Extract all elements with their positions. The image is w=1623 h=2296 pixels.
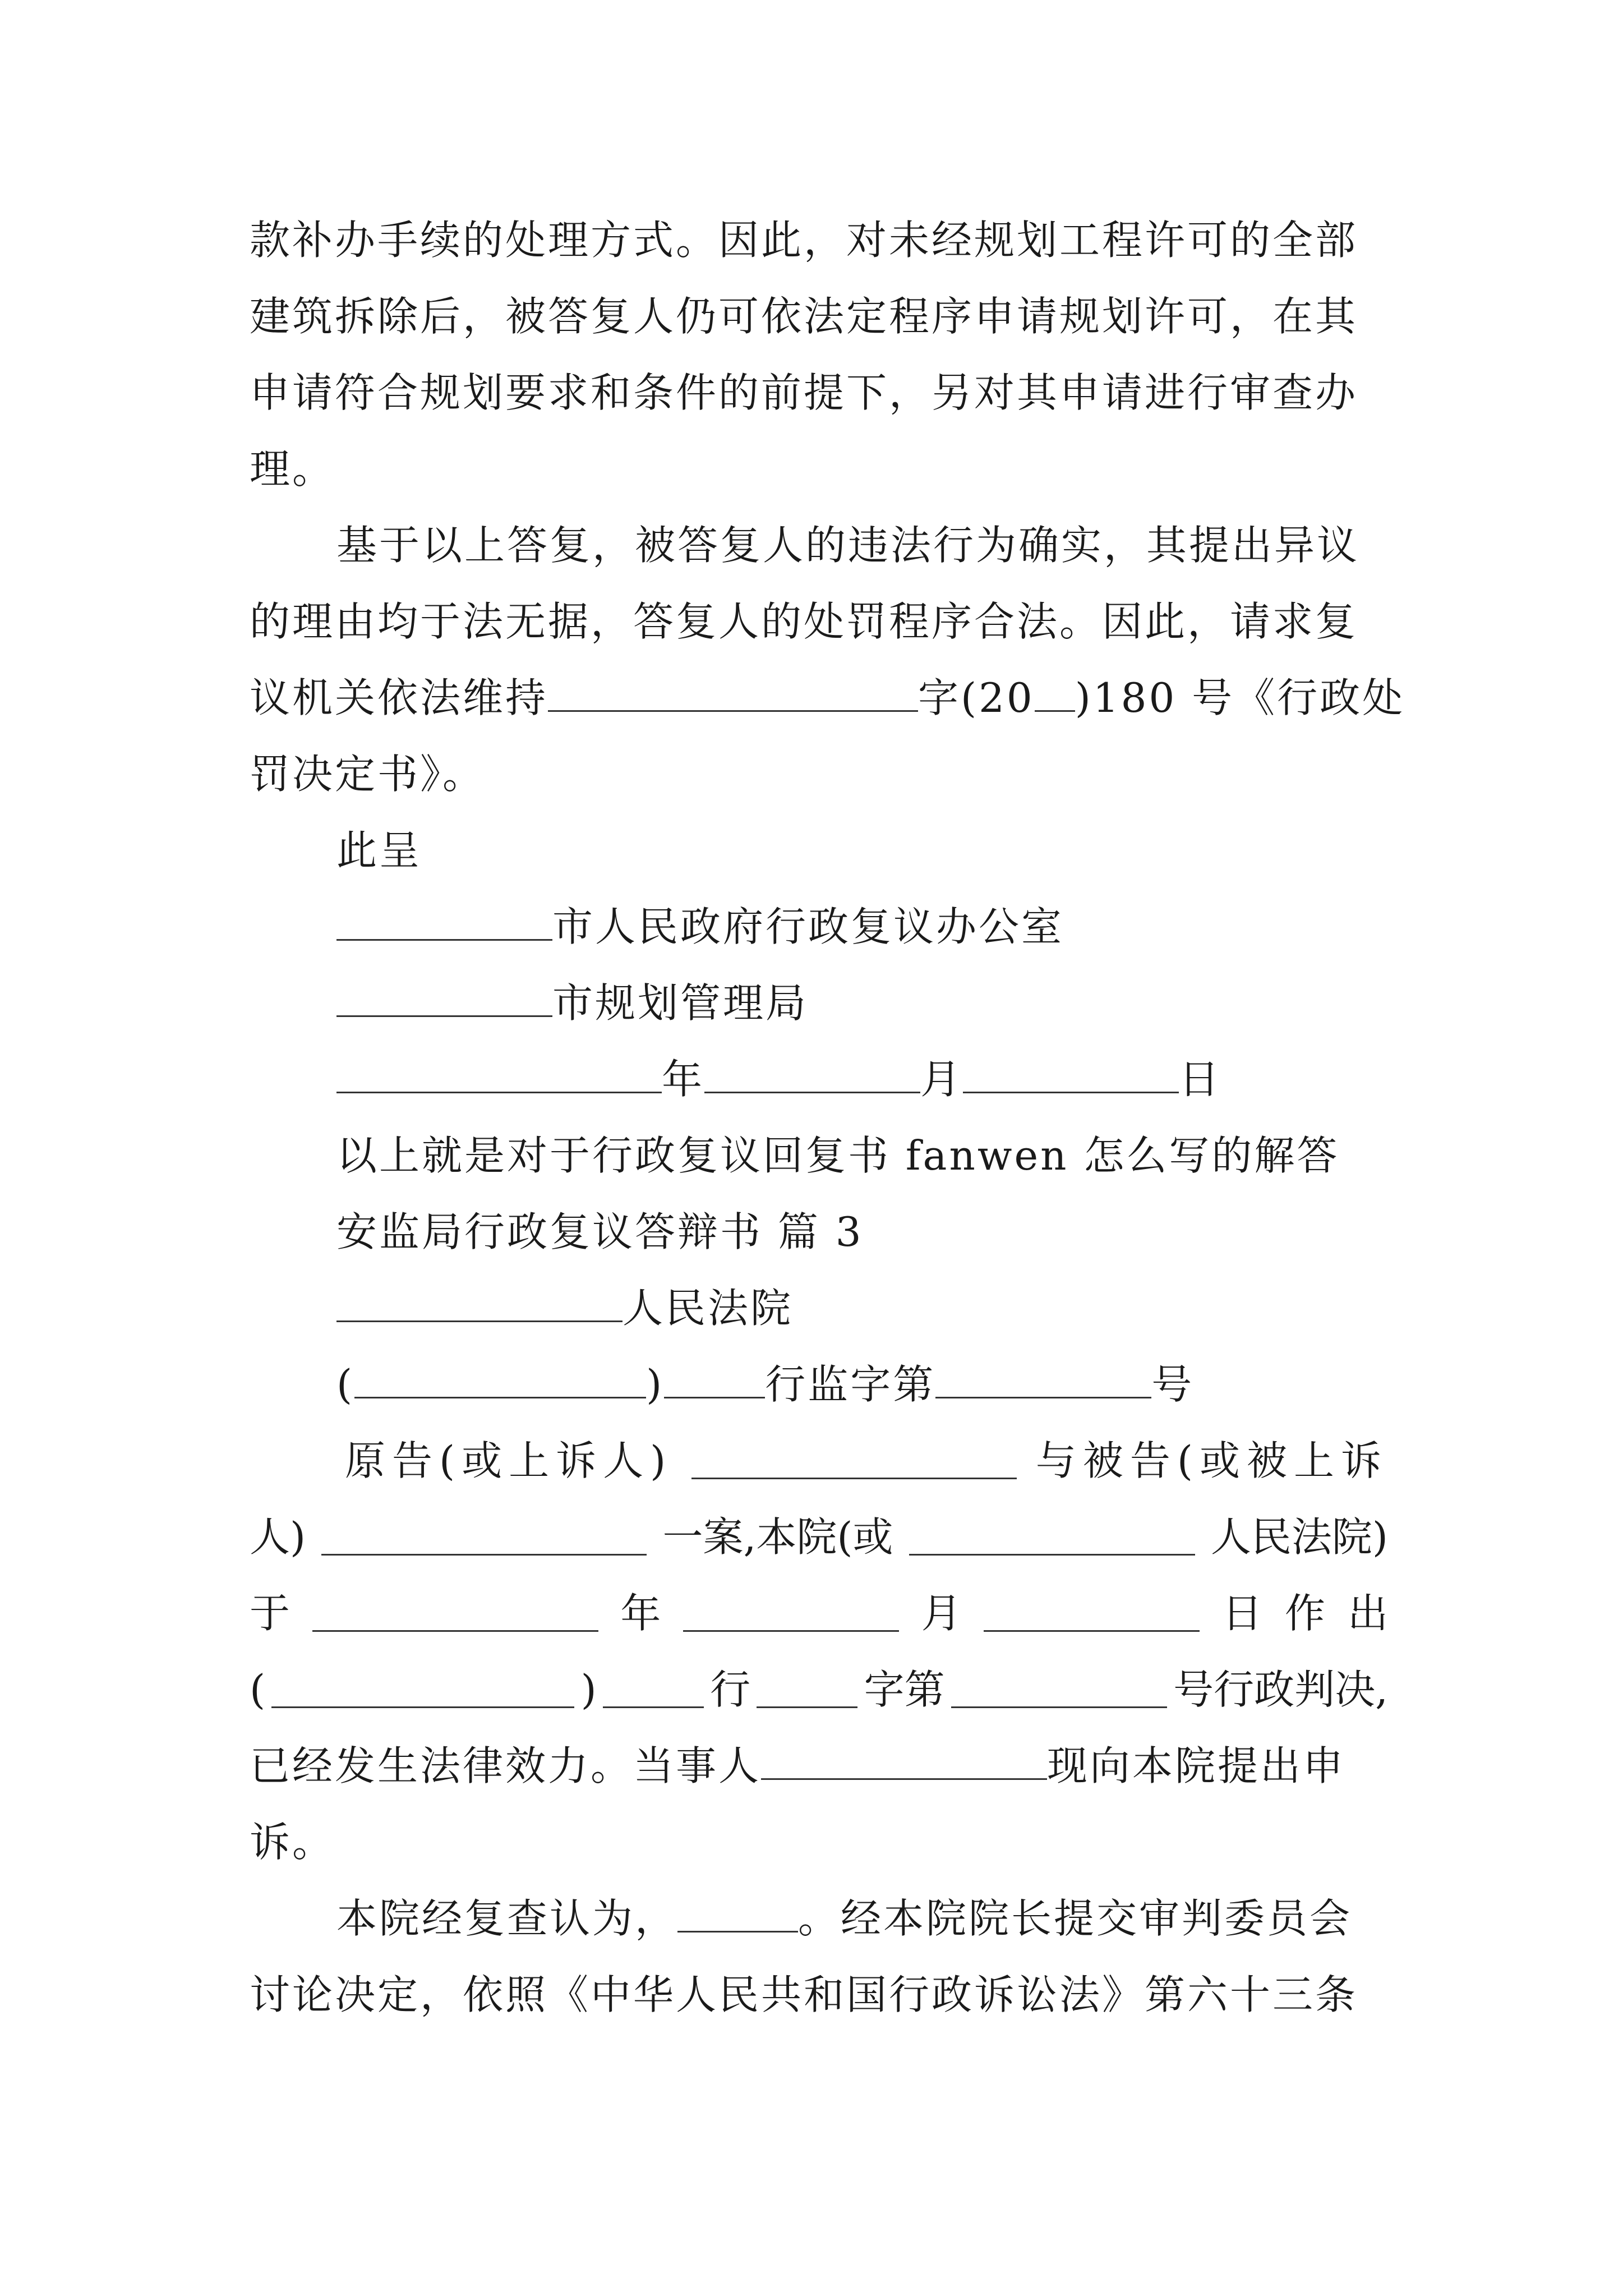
text-line-4: 理。 (250, 445, 335, 493)
line20-text-b: ) (580, 1666, 597, 1713)
fill-blank[interactable] (984, 1595, 1200, 1632)
fill-blank[interactable] (312, 1595, 598, 1632)
line7-text-b: 字(20 (918, 674, 1035, 721)
line19-text-a: 于 (250, 1590, 291, 1637)
line18-text-c: 人民法院) (1210, 1513, 1388, 1561)
text-line-11 (336, 975, 1388, 1031)
text-line-22: 诉。 (250, 1819, 335, 1866)
fill-blank[interactable] (664, 1362, 765, 1398)
date-line (336, 1051, 1388, 1107)
line7-text-a: 议机关依法维持 (250, 674, 548, 721)
text-line-24: 讨论决定，依照《中华人民共和国行政诉讼法》第六十三条 (250, 1971, 1358, 2018)
fill-blank[interactable] (271, 1672, 574, 1708)
line20-text-a: ( (250, 1666, 266, 1713)
line20-text-d: 字第 (864, 1666, 945, 1713)
text-line-10 (336, 899, 1388, 955)
line18-text-b: 一案,本院(或 (662, 1513, 893, 1561)
fill-blank[interactable] (336, 1286, 623, 1322)
fill-blank[interactable] (603, 1672, 704, 1708)
line11-text: 市规划管理局 (552, 979, 809, 1027)
text-line-20 (250, 1662, 1388, 1718)
text-line-3: 申请符合规划要求和条件的前提下，另对其申请进行审查办 (250, 369, 1358, 416)
month-blank[interactable] (704, 1057, 920, 1093)
text-line-13: 以上就是对于行政复议回复书 fanwen 怎么写的解答 (336, 1132, 1340, 1179)
text-line-8: 罚决定书》。 (250, 751, 486, 798)
line19-text-b: 年 (620, 1590, 661, 1637)
fill-blank[interactable] (909, 1519, 1195, 1556)
fill-blank[interactable] (1035, 675, 1075, 712)
fill-blank[interactable] (354, 1362, 646, 1398)
day-blank[interactable] (963, 1057, 1179, 1093)
fill-blank[interactable] (691, 1443, 1017, 1479)
line21-text-b: 现向本院提出申 (1047, 1742, 1346, 1789)
fill-blank[interactable] (336, 904, 552, 941)
line7-text-c: )180 号《行政处 (1075, 674, 1405, 721)
text-line-23 (336, 1890, 1388, 1947)
case-number-mid: 行监字第 (765, 1361, 936, 1408)
text-line-18 (250, 1509, 1388, 1565)
fill-blank[interactable] (761, 1743, 1047, 1780)
case-number-end: 号 (1151, 1361, 1195, 1408)
fill-blank[interactable] (548, 675, 918, 712)
month-label: 月 (920, 1056, 963, 1103)
text-line-15 (336, 1280, 1388, 1336)
line23-text-a: 本院经复查认为， (336, 1895, 678, 1942)
text-line-17 (345, 1433, 1388, 1489)
fill-blank[interactable] (951, 1672, 1167, 1708)
line17-text-a: 原告(或上诉人) (345, 1437, 673, 1484)
text-line-2: 建筑拆除后，被答复人仍可依法定程序申请规划许可，在其 (250, 293, 1358, 340)
fill-blank[interactable] (336, 981, 552, 1017)
line19-text-c: 月 (921, 1590, 962, 1637)
line10-text: 市人民政府行政复议办公室 (552, 903, 1064, 950)
year-label: 年 (662, 1056, 705, 1103)
text-line-6: 的理由均于法无据，答复人的处罚程序合法。因此，请求复 (250, 598, 1358, 645)
fill-blank[interactable] (683, 1595, 899, 1632)
text-line-1: 款补办手续的处理方式。因此，对未经规划工程许可的全部 (250, 217, 1358, 264)
paren-close: ) (646, 1361, 665, 1408)
year-blank[interactable] (336, 1057, 662, 1093)
case-number-line (336, 1356, 1388, 1412)
line20-text-c: 行 (710, 1666, 751, 1713)
line21-text-a: 已经发生法律效力。当事人 (250, 1742, 762, 1789)
line23-text-b: 。经本院院长提交审判委员会 (798, 1895, 1353, 1942)
day-label: 日 (1179, 1056, 1222, 1103)
section-heading: 安监局行政复议答辩书 篇 3 (336, 1208, 864, 1255)
court-name-label: 人民法院 (623, 1285, 794, 1332)
text-line-7 (250, 670, 1405, 726)
fill-blank[interactable] (757, 1672, 857, 1708)
text-line-5: 基于以上答复，被答复人的违法行为确实，其提出异议 (336, 522, 1360, 569)
fill-blank[interactable] (321, 1519, 647, 1556)
fill-blank[interactable] (935, 1362, 1151, 1398)
line20-text-e: 号行政判决, (1173, 1666, 1388, 1713)
text-line-9: 此呈 (336, 827, 422, 874)
line17-text-b: 与被告(或被上诉 (1035, 1437, 1388, 1484)
text-line-21 (250, 1738, 1388, 1794)
fill-blank[interactable] (677, 1896, 798, 1932)
line19-text-d: 日作出 (1221, 1590, 1410, 1637)
line18-text-a: 人) (250, 1513, 306, 1561)
text-line-19 (250, 1585, 1410, 1641)
paren-open: ( (336, 1361, 355, 1408)
